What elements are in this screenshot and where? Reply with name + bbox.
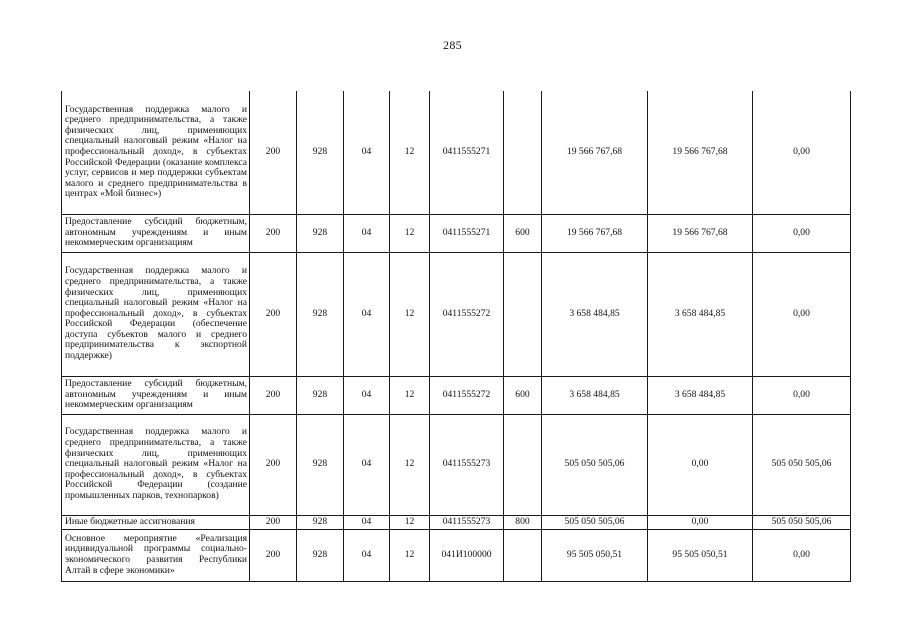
subsection-cell: 12 xyxy=(390,529,430,581)
subsection-cell: 12 xyxy=(390,414,430,515)
chapter-cell: 04 xyxy=(344,214,390,252)
amount-cell-1: 19 566 767,68 xyxy=(542,91,648,214)
ministry-cell: 928 xyxy=(297,91,344,214)
chapter-cell: 04 xyxy=(344,252,390,376)
expense-type-cell: 600 xyxy=(504,376,542,414)
amount-cell-1: 19 566 767,68 xyxy=(542,214,648,252)
amount-cell-3: 0,00 xyxy=(753,529,851,581)
amount-cell-3: 0,00 xyxy=(753,252,851,376)
budget-table xyxy=(61,91,851,582)
subsection-cell: 12 xyxy=(390,91,430,214)
ministry-cell: 928 xyxy=(297,214,344,252)
amount-cell-1: 95 505 050,51 xyxy=(542,529,648,581)
section-cell: 200 xyxy=(250,529,297,581)
amount-cell-3: 0,00 xyxy=(753,214,851,252)
table-row xyxy=(62,214,851,252)
amount-cell-3: 505 050 505,06 xyxy=(753,515,851,529)
ministry-cell: 928 xyxy=(297,529,344,581)
subsection-cell: 12 xyxy=(390,252,430,376)
chapter-cell: 04 xyxy=(344,91,390,214)
expense-type-cell: 600 xyxy=(504,214,542,252)
row-description: Основное мероприятие «Реализация индивидуальной программы социально-экономического развития Республики Алтай в сфере экономики» xyxy=(62,529,250,581)
table-row xyxy=(62,414,851,515)
section-cell: 200 xyxy=(250,214,297,252)
ministry-cell: 928 xyxy=(297,252,344,376)
amount-cell-1: 505 050 505,06 xyxy=(542,515,648,529)
table-row xyxy=(62,529,851,581)
amount-cell-1: 3 658 484,85 xyxy=(542,252,648,376)
amount-cell-3: 505 050 505,06 xyxy=(753,414,851,515)
row-description: Иные бюджетные ассигнования xyxy=(62,515,250,529)
amount-cell-3: 0,00 xyxy=(753,91,851,214)
amount-cell-2: 0,00 xyxy=(648,414,753,515)
ministry-cell: 928 xyxy=(297,414,344,515)
row-description: Государственная поддержка малого и среднего предпринимательства, а также физических лиц, применяющих специальный налоговый режим «Налог на профессиональный доход», в субъектах Российской Федерации (обеспечение доступа субъектов малого и среднего предпринимательства к экспортной поддержке) xyxy=(62,252,250,376)
row-description: Государственная поддержка малого и среднего предпринимательства, а также физических лиц, применяющих специальный налоговый режим «Налог на профессиональный доход», в субъектах Российской Федерации (создание промышленных парков, технопарков) xyxy=(62,414,250,515)
chapter-cell: 04 xyxy=(344,515,390,529)
chapter-cell: 04 xyxy=(344,376,390,414)
row-description: Предоставление субсидий бюджетным, автономным учреждениям и иным некоммерческим организациям xyxy=(62,376,250,414)
amount-cell-3: 0,00 xyxy=(753,376,851,414)
subsection-cell: 12 xyxy=(390,214,430,252)
amount-cell-2: 0,00 xyxy=(648,515,753,529)
table-row xyxy=(62,376,851,414)
amount-cell-1: 505 050 505,06 xyxy=(542,414,648,515)
section-cell: 200 xyxy=(250,515,297,529)
row-description: Предоставление субсидий бюджетным, автономным учреждениям и иным некоммерческим организациям xyxy=(62,214,250,252)
row-description: Государственная поддержка малого и среднего предпринимательства, а также физических лиц, применяющих специальный налоговый режим «Налог на профессиональный доход», в субъектах Российской Федерации (оказание комплекса услуг, сервисов и мер поддержки субъектам малого и среднего предпринимательства в центрах «Мой бизнес») xyxy=(62,91,250,214)
expense-type-cell xyxy=(504,529,542,581)
amount-cell-2: 95 505 050,51 xyxy=(648,529,753,581)
target-code-cell: 0411555271 xyxy=(430,91,504,214)
section-cell: 200 xyxy=(250,376,297,414)
target-code-cell: 0411555272 xyxy=(430,252,504,376)
page-number: 285 xyxy=(443,38,462,52)
expense-type-cell xyxy=(504,414,542,515)
section-cell: 200 xyxy=(250,252,297,376)
chapter-cell: 04 xyxy=(344,529,390,581)
amount-cell-2: 3 658 484,85 xyxy=(648,252,753,376)
target-code-cell: 0411555273 xyxy=(430,414,504,515)
amount-cell-2: 19 566 767,68 xyxy=(648,214,753,252)
ministry-cell: 928 xyxy=(297,376,344,414)
amount-cell-2: 3 658 484,85 xyxy=(648,376,753,414)
section-cell: 200 xyxy=(250,91,297,214)
expense-type-cell xyxy=(504,91,542,214)
table-row xyxy=(62,515,851,529)
expense-type-cell xyxy=(504,252,542,376)
target-code-cell: 041И100000 xyxy=(430,529,504,581)
amount-cell-2: 19 566 767,68 xyxy=(648,91,753,214)
table-row xyxy=(62,91,851,214)
subsection-cell: 12 xyxy=(390,515,430,529)
expense-type-cell: 800 xyxy=(504,515,542,529)
chapter-cell: 04 xyxy=(344,414,390,515)
amount-cell-1: 3 658 484,85 xyxy=(542,376,648,414)
subsection-cell: 12 xyxy=(390,376,430,414)
target-code-cell: 0411555271 xyxy=(430,214,504,252)
ministry-cell: 928 xyxy=(297,515,344,529)
section-cell: 200 xyxy=(250,414,297,515)
target-code-cell: 0411555273 xyxy=(430,515,504,529)
target-code-cell: 0411555272 xyxy=(430,376,504,414)
table-row xyxy=(62,252,851,376)
